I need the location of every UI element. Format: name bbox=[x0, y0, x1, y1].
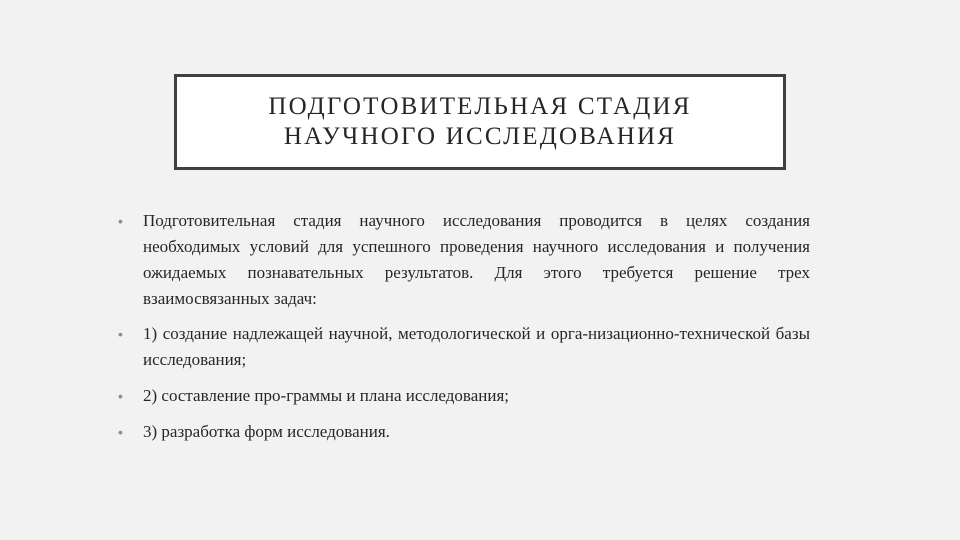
slide-title-line-2: НАУЧНОГО ИССЛЕДОВАНИЯ bbox=[283, 123, 677, 150]
bullet-dot-icon: • bbox=[118, 213, 123, 229]
bullet-text-3: 2) составление про-граммы и плана исследования; bbox=[143, 386, 509, 405]
bullet-text-2: 1) создание надлежащей научной, методологической и орга-низационно-технической базы исследования; bbox=[143, 324, 810, 369]
bullet-item-4 bbox=[118, 419, 810, 445]
bullet-text-4: 3) разработка форм исследования. bbox=[143, 422, 390, 441]
slide-title-line-1: ПОДГОТОВИТЕЛЬНАЯ СТАДИЯ bbox=[268, 93, 692, 120]
bullet-item-3 bbox=[118, 383, 810, 409]
title-box bbox=[174, 74, 786, 170]
bullet-dot-icon: • bbox=[118, 424, 123, 440]
bullet-dot-icon: • bbox=[118, 388, 123, 404]
bullet-item-2 bbox=[118, 321, 810, 373]
bullet-item-1 bbox=[118, 208, 810, 312]
bullet-text-1: Подготовительная стадия научного исследования проводится в целях создания необходимых условий для успешного проведения научного исследования и получения ожидаемых познавательных результатов. Для этого требуется решение трех взаимосвязанных задач: bbox=[143, 211, 810, 308]
bullet-dot-icon: • bbox=[118, 326, 123, 342]
bullet-list bbox=[118, 208, 810, 445]
